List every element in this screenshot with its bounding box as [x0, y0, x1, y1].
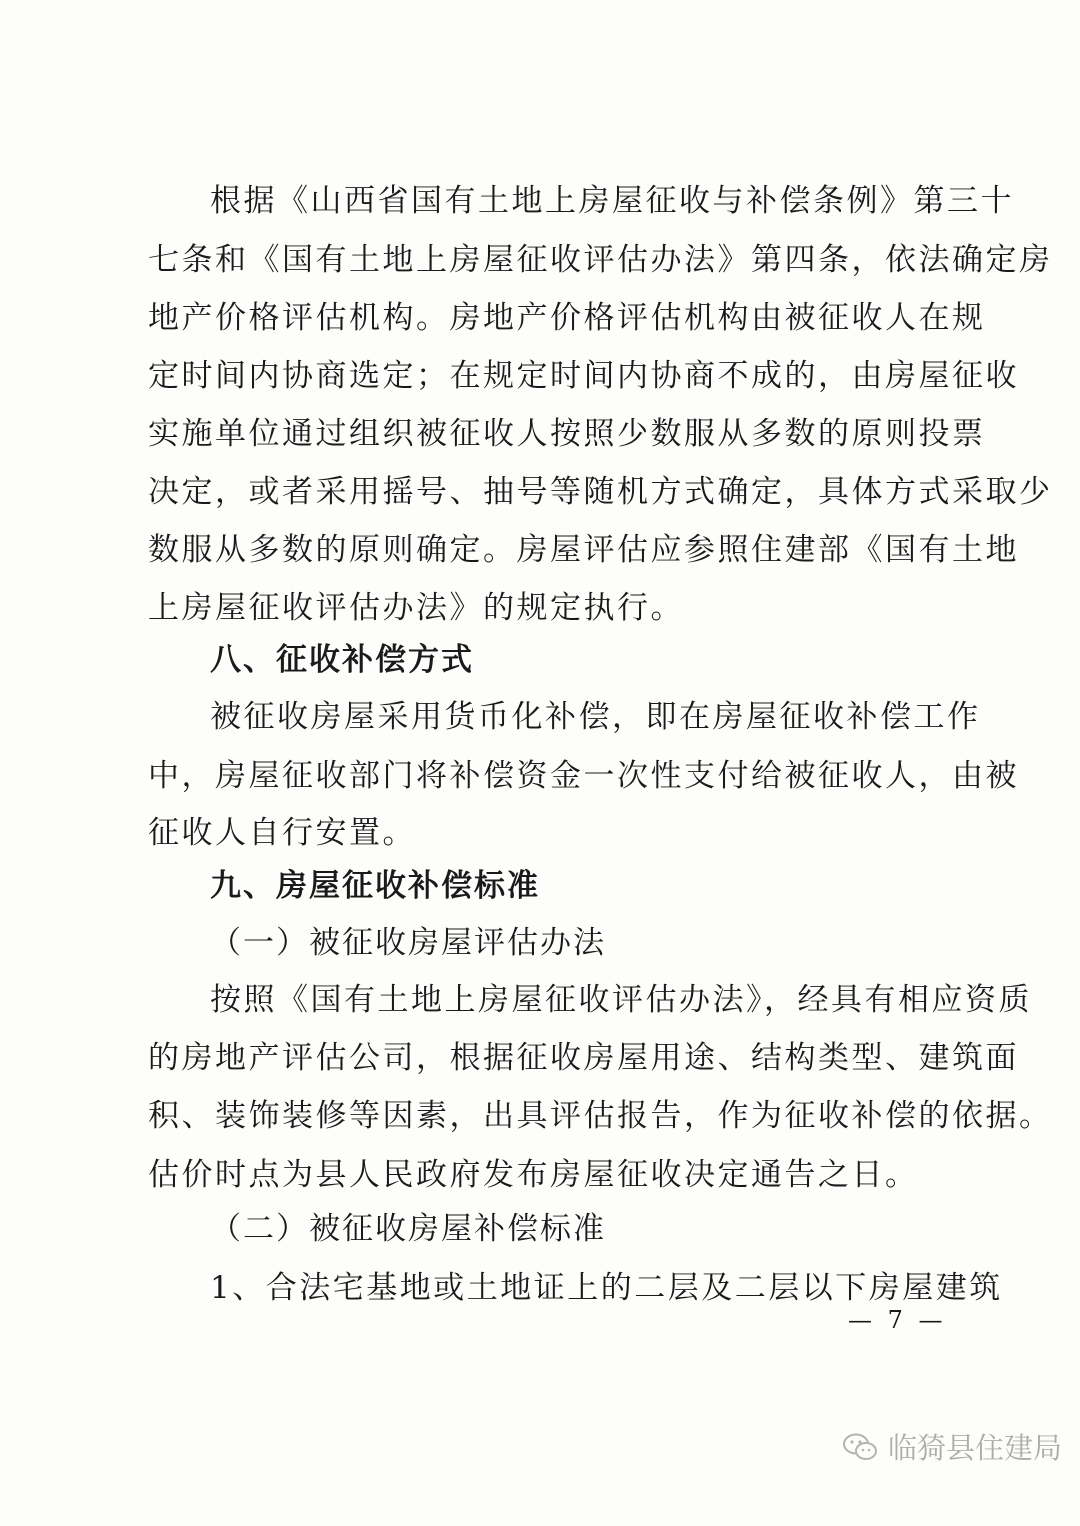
paragraph-line: 七条和《国有土地上房屋征收评估办法》第四条，依法确定房	[148, 242, 1053, 278]
paragraph-line: 实施单位通过组织被征收人按照少数服从多数的原则投票	[148, 416, 986, 452]
paragraph-line: 1、合法宅基地或土地证上的二层及二层以下房屋建筑	[210, 1270, 1003, 1306]
subsection-heading-1: （一）被征收房屋评估办法	[210, 925, 606, 961]
paragraph-line: 积、装饰装修等因素，出具评估报告，作为征收补偿的依据。	[148, 1098, 1053, 1134]
paragraph-line: 根据《山西省国有土地上房屋征收与补偿条例》第三十	[210, 183, 1014, 219]
section-heading-9: 九、房屋征收补偿标准	[210, 868, 540, 904]
paragraph-line: 征收人自行安置。	[148, 815, 416, 851]
paragraph-line: 地产价格评估机构。房地产价格评估机构由被征收人在规	[148, 300, 986, 336]
paragraph-line: 上房屋征收评估办法》的规定执行。	[148, 590, 684, 626]
paragraph-line: 决定，或者采用摇号、抽号等随机方式确定，具体方式采取少	[148, 474, 1053, 510]
subsection-heading-2: （二）被征收房屋补偿标准	[210, 1211, 606, 1247]
paragraph-line: 数服从多数的原则确定。房屋评估应参照住建部《国有土地	[148, 532, 1019, 568]
paragraph-line: 按照《国有土地上房屋征收评估办法》，经具有相应资质	[210, 982, 1032, 1018]
watermark	[842, 1426, 1062, 1467]
paragraph-line: 被征收房屋采用货币化补偿，即在房屋征收补偿工作	[210, 699, 981, 735]
wechat-icon	[842, 1432, 878, 1462]
paragraph-line: 定时间内协商选定；在规定时间内协商不成的，由房屋征收	[148, 358, 1019, 394]
paragraph-line: 的房地产评估公司，根据征收房屋用途、结构类型、建筑面	[148, 1040, 1019, 1076]
paragraph-line: 估价时点为县人民政府发布房屋征收决定通告之日。	[148, 1157, 919, 1193]
section-heading-8: 八、征收补偿方式	[210, 642, 474, 678]
paragraph-line: 中，房屋征收部门将补偿资金一次性支付给被征收人，由被	[148, 758, 1019, 794]
watermark-text: 临猗县住建局	[888, 1431, 1063, 1465]
page-number: — 7 —	[848, 1306, 947, 1334]
